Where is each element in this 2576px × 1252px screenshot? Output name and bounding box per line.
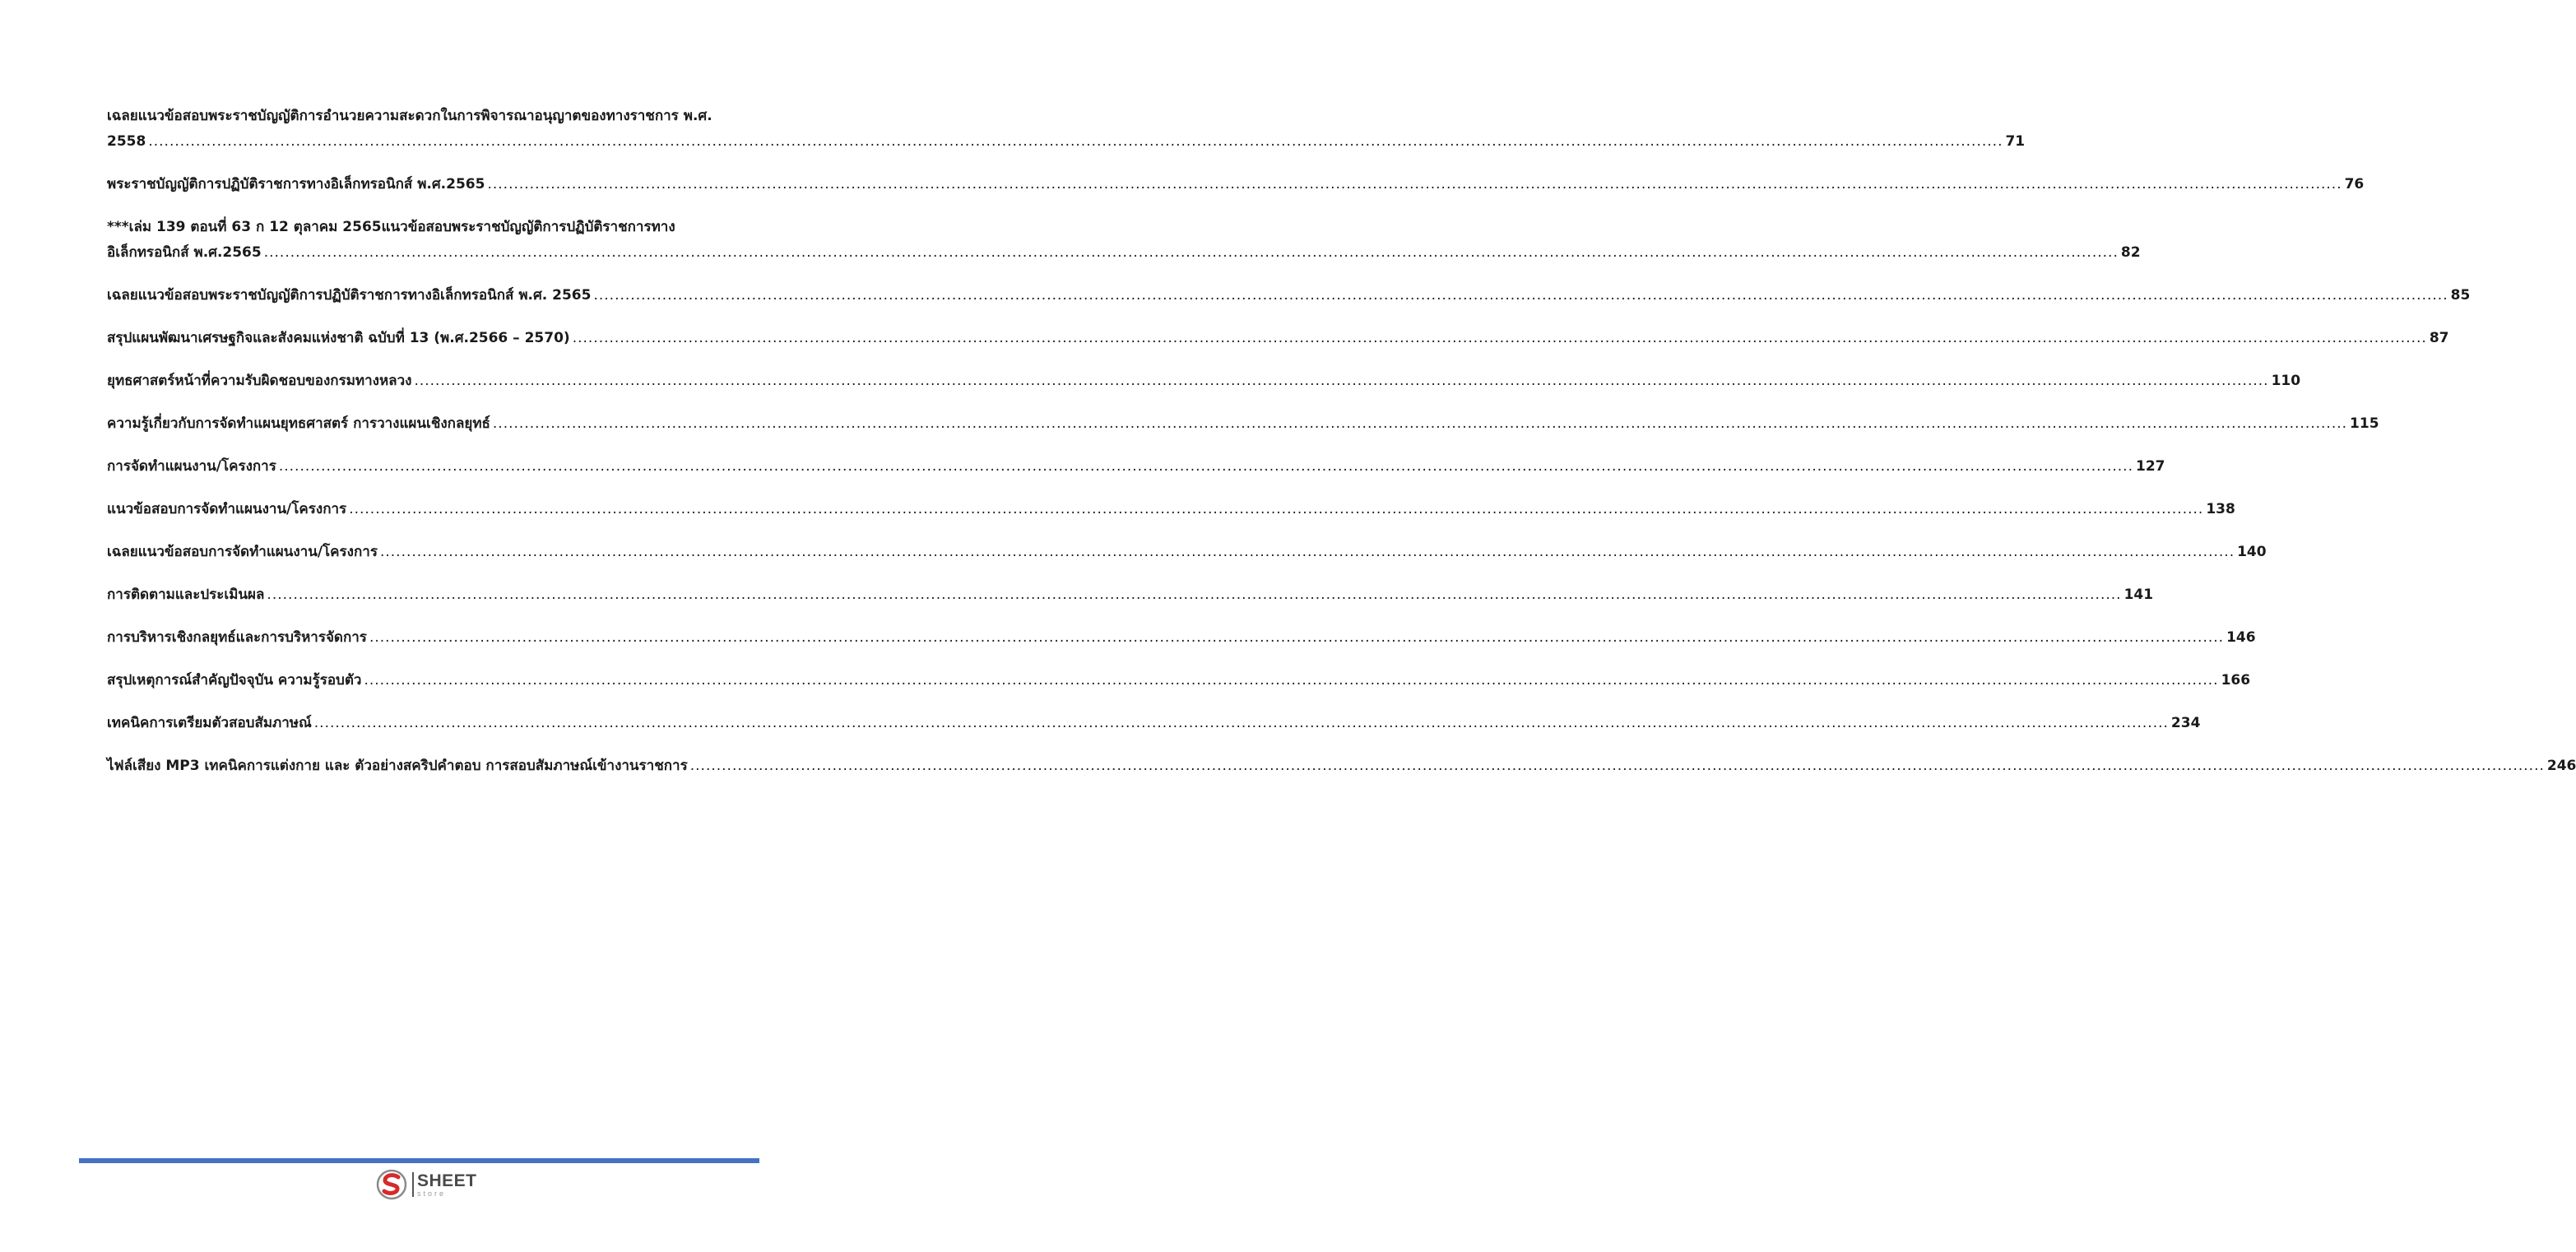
toc-entry[interactable]: [107, 582, 2154, 608]
toc-page-number: 141: [2123, 587, 2154, 603]
toc-page-number: 166: [2221, 672, 2251, 689]
toc-entry-title: อิเล็กทรอนิกส์ พ.ศ.2565: [107, 244, 262, 261]
toc-page-number: 76: [2344, 176, 2365, 192]
toc-entry-title: การติดตามและประเมินผล: [107, 587, 265, 603]
toc-entry[interactable]: [107, 540, 2267, 565]
toc-entry-title: พระราชบัญญัติการปฏิบัติราชการทางอิเล็กทรอนิกส์ พ.ศ.2565: [107, 176, 485, 192]
toc-page-number: 138: [2206, 501, 2235, 517]
toc-entry[interactable]: [107, 283, 2471, 308]
toc-page-number: 82: [2120, 244, 2141, 261]
toc-entry-title: สรุปเหตุการณ์สำคัญปัจจุบัน ความรู้รอบตัว: [107, 672, 362, 689]
toc-entry-title: เฉลยแนวข้อสอบพระราชบัญญัติการปฏิบัติราชการทางอิเล็กทรอนิกส์ พ.ศ. 2565: [107, 287, 592, 304]
toc-leader-dots: [314, 711, 2169, 736]
toc-leader-dots: [573, 326, 2427, 351]
toc-leader-dots: [148, 129, 2003, 155]
toc-entry[interactable]: [107, 625, 2256, 651]
toc-leader-dots: [380, 540, 2235, 565]
toc-entry-title: การบริหารเชิงกลยุทธ์และการบริหารจัดการ: [107, 629, 367, 646]
toc-page-number: 115: [2350, 415, 2379, 432]
logo-brand-sub: store: [417, 1189, 447, 1198]
toc-page-number: 71: [2005, 133, 2026, 150]
footer-rule: [79, 1158, 759, 1163]
table-of-contents: [107, 104, 2576, 796]
toc-entry[interactable]: [107, 369, 2301, 394]
toc-entry[interactable]: [107, 172, 2365, 197]
toc-leader-dots: [349, 497, 2203, 522]
logo-wordmark: [417, 1172, 477, 1198]
toc-page-number: 234: [2170, 715, 2201, 731]
toc-entry-title: เทคนิคการเตรียมตัวสอบสัมภาษณ์: [107, 715, 312, 731]
toc-page-number: 110: [2271, 373, 2301, 389]
toc-entry-title-line1: เฉลยแนวข้อสอบพระราชบัญญัติการอำนวยความสะดวกในการพิจารณาอนุญาตของทางราชการ พ.ศ.: [107, 108, 712, 124]
toc-entry-title: ไฟล์เสียง MP3 เทคนิคการแต่งกาย และ ตัวอย่างสคริปคำตอบ การสอบสัมภาษณ์เข้างานราชการ: [107, 758, 688, 774]
toc-leader-dots: [487, 172, 2342, 197]
logo-brand: SHEET: [417, 1171, 477, 1190]
toc-leader-dots: [369, 625, 2224, 651]
sheet-store-logo: [375, 1168, 477, 1201]
toc-entry[interactable]: [107, 326, 2449, 351]
toc-leader-dots: [279, 454, 2133, 480]
toc-entry-title: การจัดทำแผนงาน/โครงการ: [107, 458, 276, 475]
toc-entry[interactable]: [107, 104, 2026, 155]
toc-leader-dots: [593, 283, 2448, 308]
toc-page-number: 146: [2226, 629, 2256, 646]
toc-entry-title: ยุทธศาสตร์หน้าที่ความรับผิดชอบของกรมทางหลวง: [107, 373, 412, 389]
toc-entry[interactable]: [107, 711, 2201, 736]
toc-page-number: 127: [2135, 458, 2165, 475]
toc-leader-dots: [267, 582, 2121, 608]
toc-entry[interactable]: [107, 668, 2251, 693]
toc-leader-dots: [264, 240, 2119, 266]
toc-leader-dots: [414, 369, 2268, 394]
toc-entry[interactable]: [107, 754, 2576, 779]
toc-entry-title: แนวข้อสอบการจัดทำแผนงาน/โครงการ: [107, 501, 347, 517]
toc-entry-title: ความรู้เกี่ยวกับการจัดทำแผนยุทธศาสตร์ การวางแผนเชิงกลยุทธ์: [107, 415, 490, 432]
toc-entry-title: 2558: [107, 133, 146, 150]
toc-page-number: 87: [2429, 330, 2449, 346]
sheet-store-s-icon: [375, 1168, 408, 1201]
toc-leader-dots: [493, 411, 2347, 437]
toc-entry-title-line1: ***เล่ม 139 ตอนที่ 63 ก 12 ตุลาคม 2565แนวข้อสอบพระราชบัญญัติการปฏิบัติราชการทาง: [107, 219, 675, 235]
toc-page-number: 246: [2546, 758, 2576, 774]
toc-entry[interactable]: [107, 497, 2235, 522]
toc-entry[interactable]: [107, 215, 2141, 266]
logo-divider: [412, 1172, 414, 1197]
toc-entry-title: เฉลยแนวข้อสอบการจัดทำแผนงาน/โครงการ: [107, 544, 378, 560]
toc-leader-dots: [690, 754, 2545, 779]
toc-entry-title: สรุปแผนพัฒนาเศรษฐกิจและสังคมแห่งชาติ ฉบับที่ 13 (พ.ศ.2566 – 2570): [107, 330, 570, 346]
toc-entry[interactable]: [107, 454, 2165, 480]
toc-page-number: 140: [2237, 544, 2267, 560]
toc-entry[interactable]: [107, 411, 2379, 437]
toc-leader-dots: [364, 668, 2218, 693]
toc-page-number: 85: [2450, 287, 2471, 304]
